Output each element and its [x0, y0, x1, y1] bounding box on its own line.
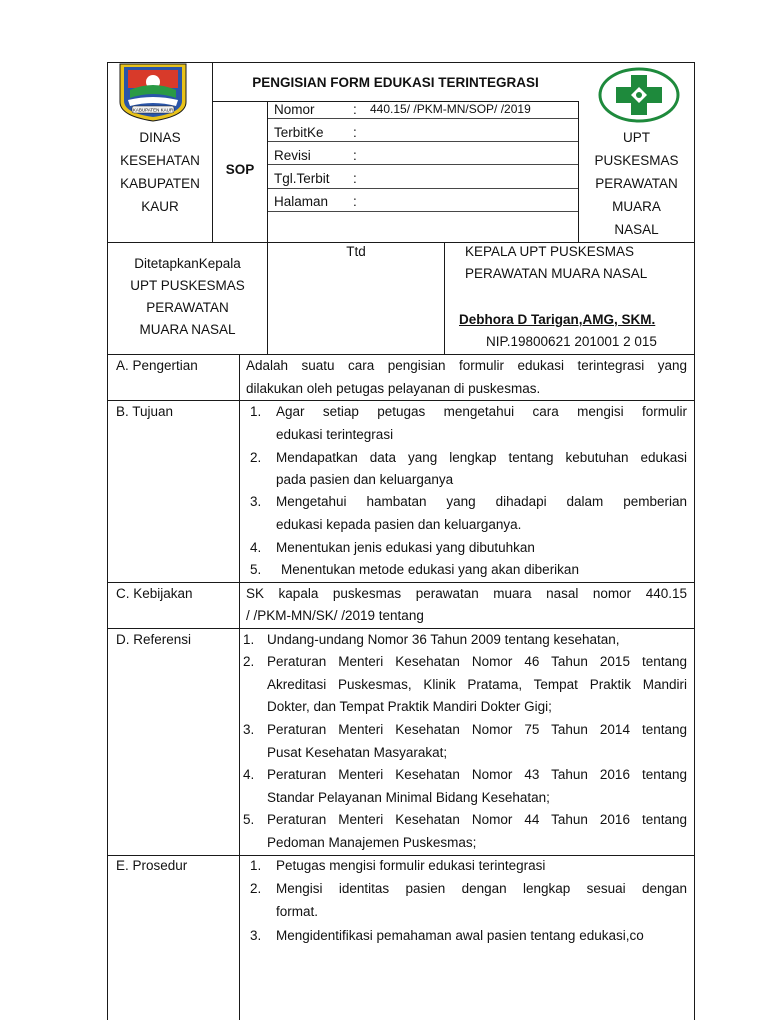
list-number: 4. [250, 540, 262, 555]
right-org-line-2: PUSKESMAS [594, 153, 679, 168]
list-number: 2. [250, 881, 262, 896]
list-item: Undang-undang Nomor 36 Tahun 2009 tentang kesehatan, [267, 632, 620, 647]
list-number: 3. [250, 494, 262, 509]
list-item: edukasi terintegrasi [276, 427, 394, 442]
document-title: PENGISIAN FORM EDUKASI TERINTEGRASI [252, 75, 539, 90]
section-b-label: B. Tujuan [116, 404, 174, 419]
list-item: Peraturan Menteri Kesehatan Nomor 44 Tahun 2016 tentang [267, 812, 687, 827]
divider-section-d [107, 628, 695, 629]
section-c-line-1: SK kapala puskesmas perawatan muara nasal nomor 440.15 [246, 586, 687, 601]
list-item: Pedoman Manajemen Puskesmas; [267, 835, 477, 850]
list-item: Mengidentifikasi pemahaman awal pasien tentang edukasi,co [276, 928, 644, 943]
list-number: 1. [250, 404, 262, 419]
info-label-halaman: Halaman [274, 194, 329, 209]
list-item: pada pasien dan keluarganya [276, 472, 454, 487]
left-org-line-2: KESEHATAN [120, 153, 200, 168]
list-number: 1. [250, 858, 262, 873]
section-a-label: A. Pengertian [116, 358, 198, 373]
info-row-line [267, 211, 578, 212]
approval-left-3: PERAWATAN [146, 300, 229, 315]
list-item: format. [276, 904, 319, 919]
approval-title-1: KEPALA UPT PUSKESMAS [465, 244, 635, 259]
info-sep-terbit-ke: : [353, 125, 357, 140]
puskesmas-cross-logo [598, 67, 680, 123]
left-org-line-3: KABUPATEN [120, 176, 200, 191]
list-item: Peraturan Menteri Kesehatan Nomor 43 Tahun 2016 tentang [267, 767, 687, 782]
section-e-label: E. Prosedur [116, 858, 188, 873]
list-item: Peraturan Menteri Kesehatan Nomor 46 Tahun 2015 tentang [267, 654, 687, 669]
section-c-line-2: / /PKM-MN/SK/ /2019 tentang [246, 608, 424, 623]
logo-text: KABUPATEN KAUR [132, 107, 174, 113]
left-org-line-1: DINAS [139, 130, 181, 145]
info-label-nomor: Nomor [274, 102, 315, 117]
right-org-line-3: PERAWATAN [595, 176, 678, 191]
list-number: 2. [250, 450, 262, 465]
divider-body-column [239, 354, 240, 1020]
info-row-line [267, 164, 578, 165]
section-a-line-2: dilakukan oleh petugas pelayanan di puskesmas. [246, 381, 541, 396]
signer-name: Debhora D Tarigan,AMG, SKM. [459, 312, 656, 327]
list-number: 1. [243, 632, 255, 647]
approval-left-2: UPT PUSKESMAS [130, 278, 245, 293]
list-number: 5. [250, 562, 262, 577]
list-item: Agar setiap petugas mengetahui cara mengisi formulir [276, 404, 687, 419]
divider-section-c [107, 582, 695, 583]
info-row-line [267, 188, 578, 189]
ttd-label: Ttd [346, 244, 366, 259]
info-sep-nomor: : [353, 102, 357, 117]
divider-approval-2 [444, 242, 445, 354]
list-item: edukasi kepada pasien dan keluarganya. [276, 517, 522, 532]
sop-label: SOP [225, 162, 255, 177]
list-number: 4. [243, 767, 255, 782]
approval-title-2: PERAWATAN MUARA NASAL [465, 266, 648, 281]
info-sep-revisi: : [353, 148, 357, 163]
right-org-line-5: NASAL [614, 222, 659, 237]
info-value-nomor: 440.15/ /PKM-MN/SOP/ /2019 [370, 102, 531, 116]
approval-left-1: DitetapkanKepala [134, 256, 241, 271]
divider-section-e [107, 855, 695, 856]
list-item: Peraturan Menteri Kesehatan Nomor 75 Tahun 2014 tentang [267, 722, 687, 737]
signer-nip: NIP.19800621 201001 2 015 [486, 334, 657, 349]
info-row-line [267, 141, 578, 142]
section-d-label: D. Referensi [116, 632, 192, 647]
list-item: Petugas mengisi formulir edukasi terintegrasi [276, 858, 546, 873]
info-sep-halaman: : [353, 194, 357, 209]
kaur-emblem-logo [116, 62, 190, 122]
list-item: Akreditasi Puskesmas, Klinik Pratama, Tempat Praktik Mandiri [267, 677, 687, 692]
approval-left-4: MUARA NASAL [139, 322, 236, 337]
list-item: Mengisi identitas pasien dengan lengkap sesuai dengan [276, 881, 687, 896]
list-item: Menentukan metode edukasi yang akan diberikan [281, 562, 579, 577]
list-number: 5. [243, 812, 255, 827]
right-org-line-1: UPT [623, 130, 650, 145]
list-item: Mengetahui hambatan yang dihadapi dalam pemberian [276, 494, 687, 509]
section-c-label: C. Kebijakan [116, 586, 193, 601]
list-item: Dokter, dan Tempat Praktik Mandiri Dokter Gigi; [267, 699, 552, 714]
info-sep-tgl-terbit: : [353, 171, 357, 186]
left-org-line-4: KAUR [141, 199, 179, 214]
info-label-tgl-terbit: Tgl.Terbit [274, 171, 330, 186]
list-number: 3. [243, 722, 255, 737]
list-number: 3. [250, 928, 262, 943]
divider-sop [267, 101, 268, 243]
right-org-line-4: MUARA [612, 199, 661, 214]
border-top [107, 62, 695, 63]
divider-header-bottom [107, 242, 695, 243]
divider-approval-bottom [107, 354, 695, 355]
list-item: Menentukan jenis edukasi yang dibutuhkan [276, 540, 535, 555]
info-label-revisi: Revisi [274, 148, 311, 163]
list-item: Mendapatkan data yang lengkap tentang kebutuhan edukasi [276, 450, 687, 465]
list-number: 2. [243, 654, 255, 669]
divider-section-b [107, 400, 695, 401]
info-row-line [267, 118, 578, 119]
section-a-line-1: Adalah suatu cara pengisian formulir edukasi terintegrasi yang [246, 358, 687, 373]
list-item: Standar Pelayanan Minimal Bidang Kesehatan; [267, 790, 550, 805]
list-item: Pusat Kesehatan Masyarakat; [267, 745, 448, 760]
border-right [694, 62, 695, 1020]
info-label-terbit-ke: TerbitKe [274, 125, 324, 140]
